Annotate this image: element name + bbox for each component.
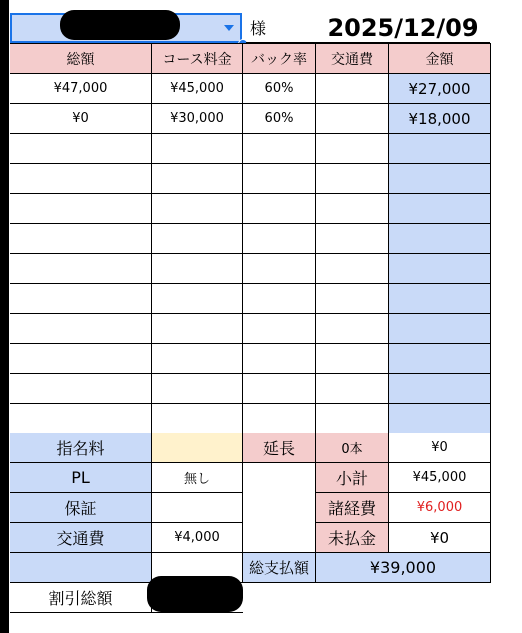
table-cell-col-course-fee[interactable]: ¥30,000 (152, 104, 243, 134)
table-cell-col-total[interactable] (10, 284, 152, 314)
table-cell-col-back-rate[interactable] (243, 224, 316, 254)
table-cell-col-total[interactable]: ¥47,000 (10, 74, 152, 104)
koutsuhi-value[interactable]: ¥4,000 (152, 523, 243, 553)
header-col-transport: 交通費 (316, 44, 389, 74)
header-col-amount: 金額 (389, 44, 491, 74)
table-cell-col-back-rate[interactable] (243, 254, 316, 284)
table-cell-col-back-rate[interactable] (243, 164, 316, 194)
table-cell-col-course-fee[interactable] (152, 194, 243, 224)
left-border-bar (0, 0, 9, 633)
table-cell-col-back-rate[interactable] (243, 374, 316, 404)
table-cell-col-course-fee[interactable] (152, 344, 243, 374)
table-cell-col-transport[interactable] (316, 284, 389, 314)
table-cell-col-amount[interactable]: ¥27,000 (389, 74, 491, 104)
table-cell-col-course-fee[interactable] (152, 404, 243, 434)
table-cell-col-transport[interactable] (316, 74, 389, 104)
header-col-course-fee: コース料金 (152, 44, 243, 74)
shoukei-label: 小計 (316, 463, 389, 493)
honorific-label: 様 (246, 13, 316, 43)
table-cell-col-total[interactable] (10, 134, 152, 164)
soushiharai-value: ¥39,000 (316, 553, 491, 583)
redacted-discount (147, 576, 243, 612)
table-cell-col-total[interactable] (10, 314, 152, 344)
table-cell-col-amount[interactable] (389, 164, 491, 194)
mibarai-label: 未払金 (316, 523, 389, 553)
blank-blue-cell (10, 553, 152, 583)
table-cell-col-course-fee[interactable] (152, 254, 243, 284)
table-cell-col-amount[interactable] (389, 224, 491, 254)
table-cell-col-amount[interactable] (389, 344, 491, 374)
table-cell-col-back-rate[interactable] (243, 404, 316, 434)
table-cell-col-total[interactable] (10, 164, 152, 194)
table-cell-col-total[interactable] (10, 224, 152, 254)
table-cell-col-transport[interactable] (316, 104, 389, 134)
table-cell-col-amount[interactable] (389, 134, 491, 164)
table-cell-col-transport[interactable] (316, 344, 389, 374)
table-cell-col-transport[interactable] (316, 224, 389, 254)
table-cell-col-amount[interactable] (389, 284, 491, 314)
header-col-back-rate: バック率 (243, 44, 316, 74)
enchou-value: ¥0 (389, 433, 491, 463)
mibarai-value: ¥0 (389, 523, 491, 553)
shoukei-value: ¥45,000 (389, 463, 491, 493)
table-cell-col-back-rate[interactable]: 60% (243, 104, 316, 134)
header-col-total: 総額 (10, 44, 152, 74)
table-cell-col-total[interactable] (10, 404, 152, 434)
table-cell-col-amount[interactable] (389, 314, 491, 344)
table-cell-col-transport[interactable] (316, 314, 389, 344)
shokeihi-value: ¥6,000 (389, 493, 491, 523)
table-cell-col-back-rate[interactable] (243, 284, 316, 314)
redacted-name (60, 10, 180, 40)
pl-label: PL (10, 463, 152, 493)
table-cell-col-back-rate[interactable] (243, 134, 316, 164)
pl-value[interactable]: 無し (152, 463, 243, 493)
koutsuhi-label: 交通費 (10, 523, 152, 553)
enchou-count[interactable]: 0本 (316, 433, 389, 463)
shimei-label: 指名料 (10, 433, 152, 463)
table-cell-col-course-fee[interactable] (152, 314, 243, 344)
table-cell-col-course-fee[interactable] (152, 164, 243, 194)
table-cell-col-course-fee[interactable]: ¥45,000 (152, 74, 243, 104)
table-cell-col-total[interactable] (10, 194, 152, 224)
shokeihi-label: 諸経費 (316, 493, 389, 523)
table-cell-col-transport[interactable] (316, 374, 389, 404)
table-cell-col-back-rate[interactable]: 60% (243, 74, 316, 104)
table-cell-col-total[interactable] (10, 254, 152, 284)
table-cell-col-amount[interactable] (389, 194, 491, 224)
enchou-label: 延長 (243, 433, 316, 463)
waribiki-label: 割引総額 (10, 583, 152, 613)
report-date: 2025/12/09 (316, 13, 490, 43)
table-cell-col-total[interactable] (10, 344, 152, 374)
table-cell-col-amount[interactable]: ¥18,000 (389, 104, 491, 134)
table-cell-col-transport[interactable] (316, 194, 389, 224)
table-cell-col-course-fee[interactable] (152, 284, 243, 314)
table-cell-col-total[interactable]: ¥0 (10, 104, 152, 134)
table-cell-col-back-rate[interactable] (243, 344, 316, 374)
dropdown-arrow-icon[interactable] (224, 25, 234, 31)
table-cell-col-course-fee[interactable] (152, 134, 243, 164)
table-cell-col-course-fee[interactable] (152, 374, 243, 404)
table-cell-col-back-rate[interactable] (243, 314, 316, 344)
hoshou-value[interactable] (152, 493, 243, 523)
shimei-value[interactable] (152, 433, 243, 463)
table-cell-col-transport[interactable] (316, 164, 389, 194)
table-cell-col-transport[interactable] (316, 134, 389, 164)
table-cell-col-amount[interactable] (389, 404, 491, 434)
merged-empty-cell (243, 463, 316, 553)
table-cell-col-back-rate[interactable] (243, 194, 316, 224)
table-cell-col-transport[interactable] (316, 404, 389, 434)
table-cell-col-course-fee[interactable] (152, 224, 243, 254)
soushiharai-label: 総支払額 (243, 553, 316, 583)
table-cell-col-transport[interactable] (316, 254, 389, 284)
hoshou-label: 保証 (10, 493, 152, 523)
table-cell-col-total[interactable] (10, 374, 152, 404)
table-cell-col-amount[interactable] (389, 254, 491, 284)
table-cell-col-amount[interactable] (389, 374, 491, 404)
